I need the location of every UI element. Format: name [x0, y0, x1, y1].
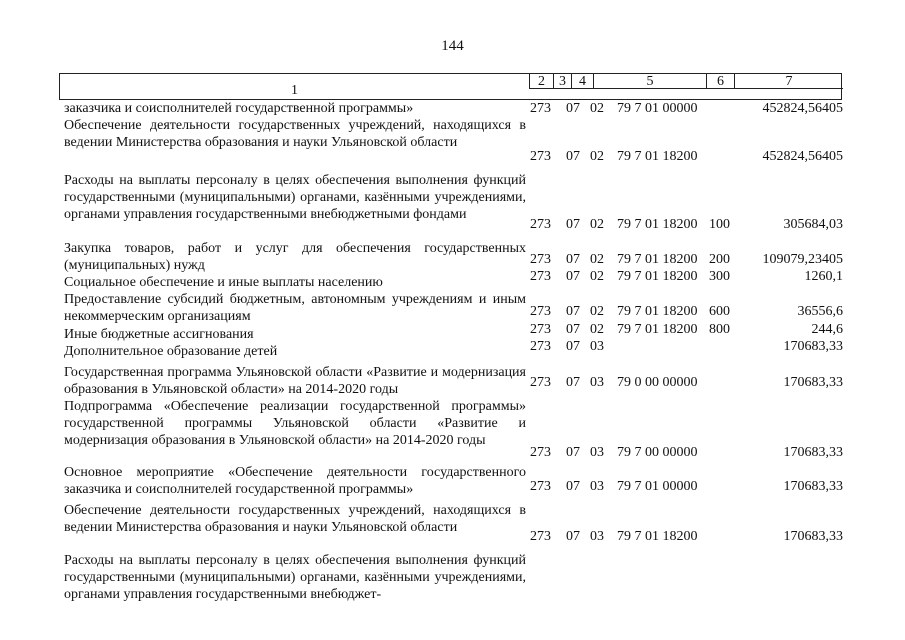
row-description: Государственная программа Ульяновской области «Развитие и модернизация образования в Ульяновской области» на 2014-2020 годы [64, 365, 526, 397]
row-code-target: 79 7 01 18200 [617, 322, 698, 337]
row-code-target: 79 7 01 18200 [617, 252, 698, 267]
row-amount: 170683,33 [783, 339, 843, 354]
row-amount: 1260,1 [804, 269, 843, 284]
row-code-section: 07 [566, 479, 580, 494]
row-code-section: 07 [566, 322, 580, 337]
row-code-expense-type: 600 [709, 304, 730, 319]
row-description: Обеспечение деятельности государственных учреждений, находящихся в ведении Министерства образования и науки Ульяновской области [64, 118, 526, 150]
row-description: Закупка товаров, работ и услуг для обеспечения государственных (муниципальных) нужд [64, 241, 526, 273]
row-description: заказчика и соисполнителей государственной программы» [64, 101, 414, 116]
row-amount: 170683,33 [783, 445, 843, 460]
row-amount: 170683,33 [783, 479, 843, 494]
row-code-section: 07 [566, 101, 580, 116]
row-description: Обеспечение деятельности государственных учреждений, находящихся в ведении Министерства образования и науки Ульяновской области [64, 503, 526, 535]
header-col-1: 1 [291, 83, 298, 98]
row-values [0, 251, 905, 268]
row-amount: 452824,56405 [762, 149, 843, 164]
row-code-section: 07 [566, 252, 580, 267]
row-code-target: 79 0 00 00000 [617, 375, 698, 390]
row-values [0, 374, 905, 391]
header-col-2: 2 [529, 74, 553, 89]
row-code-ministry: 273 [530, 479, 551, 494]
row-code-target: 79 7 01 18200 [617, 269, 698, 284]
row-code-subsection: 03 [590, 529, 604, 544]
row-code-target: 79 7 01 00000 [617, 101, 698, 116]
row-code-ministry: 273 [530, 304, 551, 319]
row-code-subsection: 03 [590, 479, 604, 494]
row-amount: 109079,23405 [762, 252, 843, 267]
row-code-expense-type: 300 [709, 269, 730, 284]
row-code-expense-type: 800 [709, 322, 730, 337]
row-amount: 452824,56405 [762, 101, 843, 116]
row-values [0, 338, 905, 355]
row-code-target: 79 7 01 00000 [617, 479, 698, 494]
row-values [0, 321, 905, 338]
row-code-section: 07 [566, 269, 580, 284]
row-code-subsection: 02 [590, 304, 604, 319]
row-code-subsection: 02 [590, 252, 604, 267]
row-values [0, 528, 905, 545]
row-values [0, 148, 905, 165]
row-code-subsection: 02 [590, 149, 604, 164]
row-code-subsection: 02 [590, 217, 604, 232]
row-description: Подпрограмма «Обеспечение реализации государственной программы» государственной программы Ульяновской области «Развитие и модернизация образования в Ульяновской области» на 2014-2020 годы [64, 399, 526, 448]
row-amount: 36556,6 [797, 304, 843, 319]
row-code-section: 07 [566, 304, 580, 319]
row-code-ministry: 273 [530, 339, 551, 354]
row-code-ministry: 273 [530, 269, 551, 284]
row-code-subsection: 02 [590, 269, 604, 284]
row-code-section: 07 [566, 529, 580, 544]
row-code-ministry: 273 [530, 149, 551, 164]
row-amount: 170683,33 [783, 529, 843, 544]
row-code-target: 79 7 00 00000 [617, 445, 698, 460]
row-code-section: 07 [566, 217, 580, 232]
row-code-subsection: 02 [590, 101, 604, 116]
row-values [0, 216, 905, 233]
row-values [0, 268, 905, 285]
row-code-ministry: 273 [530, 322, 551, 337]
row-description: Основное мероприятие «Обеспечение деятельности государственного заказчика и соисполнителей государственной программы» [64, 465, 526, 497]
row-amount: 170683,33 [783, 375, 843, 390]
header-col-4: 4 [571, 74, 593, 89]
row-description: Социальное обеспечение и иные выплаты населению [64, 275, 383, 290]
row-code-section: 07 [566, 149, 580, 164]
row-code-section: 07 [566, 375, 580, 390]
row-code-ministry: 273 [530, 445, 551, 460]
row-code-ministry: 273 [530, 101, 551, 116]
row-description: Иные бюджетные ассигнования [64, 327, 254, 342]
row-code-subsection: 03 [590, 339, 604, 354]
row-code-section: 07 [566, 445, 580, 460]
row-code-ministry: 273 [530, 252, 551, 267]
header-col-6: 6 [706, 74, 734, 89]
row-values [0, 444, 905, 461]
row-values [0, 303, 905, 320]
row-code-ministry: 273 [530, 529, 551, 544]
row-code-target: 79 7 01 18200 [617, 217, 698, 232]
page-number: 144 [441, 38, 464, 54]
row-description: Расходы на выплаты персоналу в целях обеспечения выполнения функций государственными (муниципальными) органами, казёнными учреждениями, органами управления государственными внебюджетными фондами [64, 173, 526, 222]
row-amount: 244,6 [811, 322, 843, 337]
row-code-ministry: 273 [530, 217, 551, 232]
row-code-target: 79 7 01 18200 [617, 529, 698, 544]
row-code-subsection: 03 [590, 375, 604, 390]
row-code-ministry: 273 [530, 375, 551, 390]
row-description: Дополнительное образование детей [64, 344, 278, 359]
row-values [0, 100, 905, 117]
row-code-subsection: 02 [590, 322, 604, 337]
row-amount: 305684,03 [783, 217, 843, 232]
header-col-7: 7 [734, 74, 843, 89]
row-code-target: 79 7 01 18200 [617, 304, 698, 319]
row-description: Расходы на выплаты персоналу в целях обеспечения выполнения функций государственными (муниципальными) органами, казёнными учреждениями, органами управления государственными внебюджет- [64, 553, 526, 602]
row-description: Предоставление субсидий бюджетным, автономным учреждениям и иным некоммерческим организациям [64, 292, 526, 324]
row-code-expense-type: 100 [709, 217, 730, 232]
header-col-5: 5 [593, 74, 706, 89]
header-col-3: 3 [553, 74, 571, 89]
row-code-section: 07 [566, 339, 580, 354]
row-code-target: 79 7 01 18200 [617, 149, 698, 164]
row-values [0, 478, 905, 495]
row-code-subsection: 03 [590, 445, 604, 460]
row-code-expense-type: 200 [709, 252, 730, 267]
